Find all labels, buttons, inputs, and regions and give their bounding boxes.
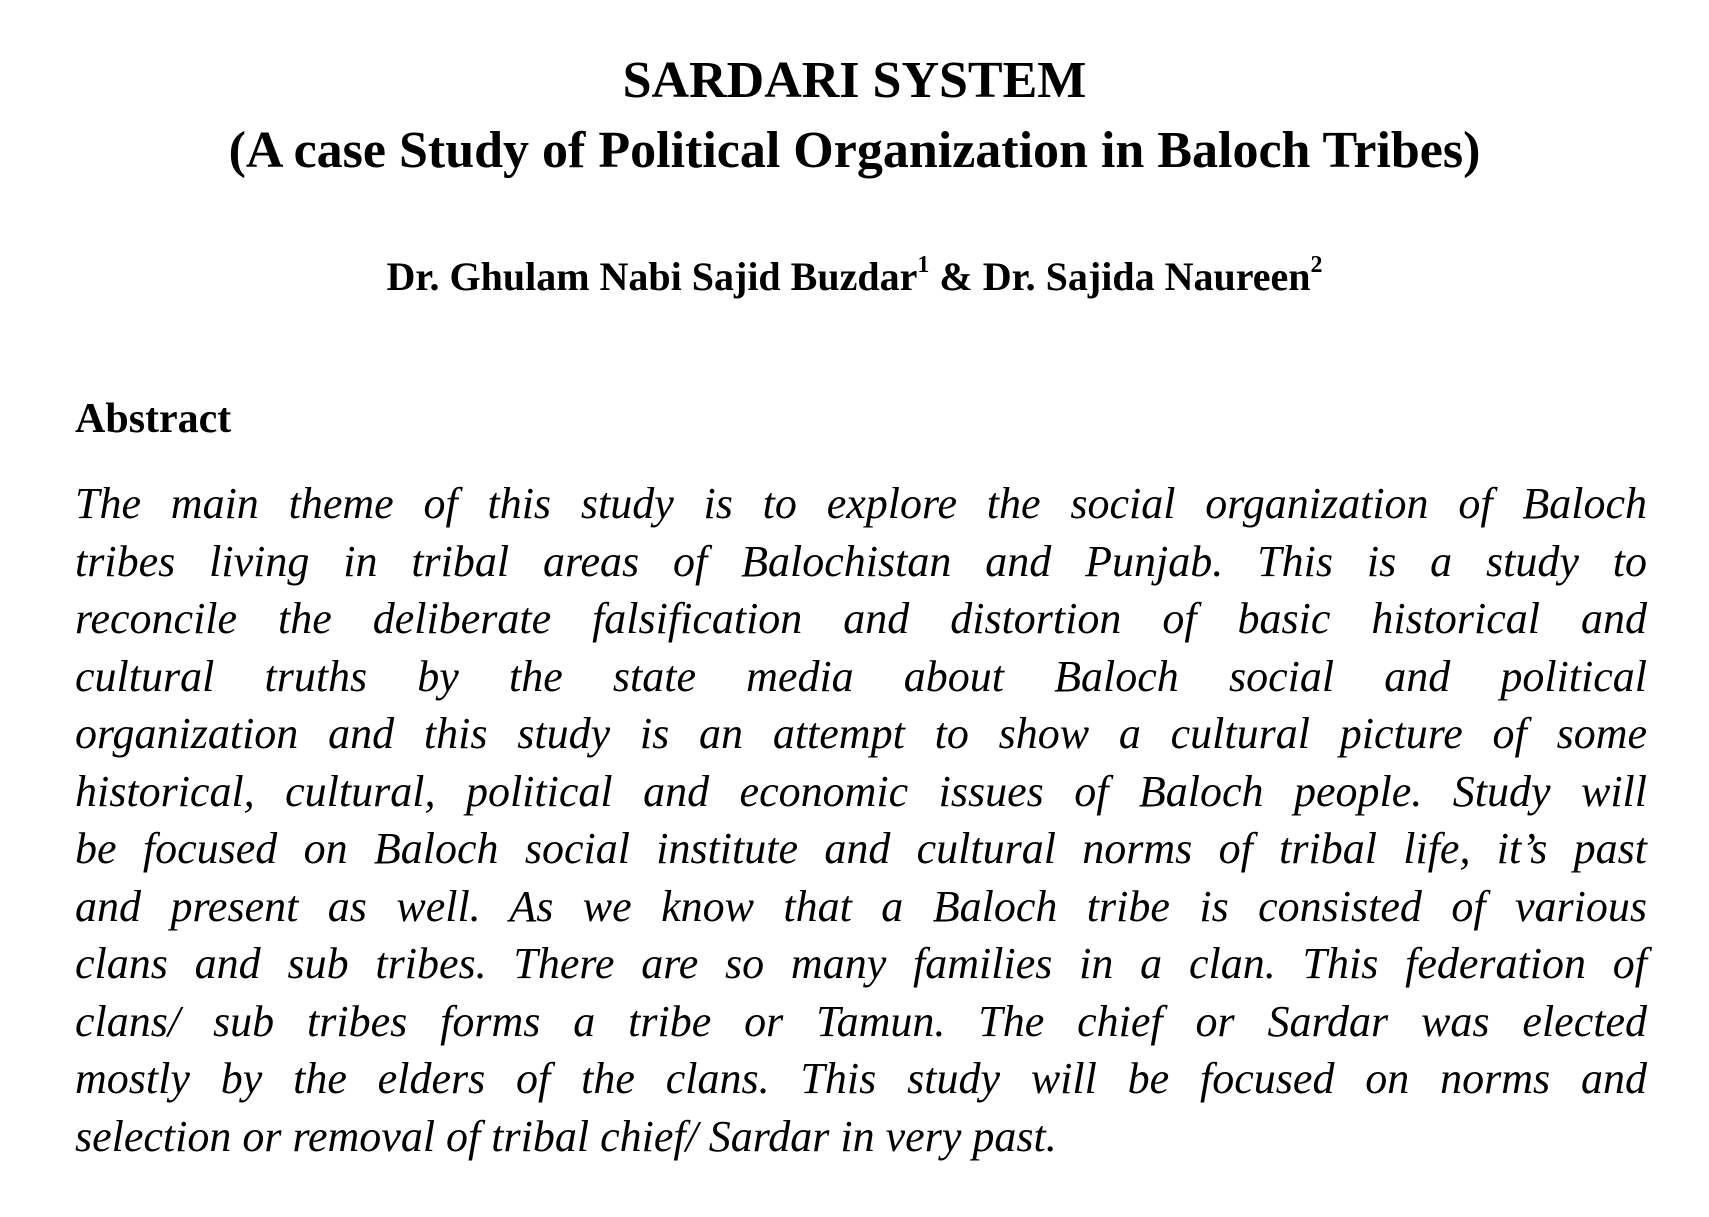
abstract-line: selection or removal of tribal chief/ Sardar in very past. xyxy=(75,1111,1057,1161)
abstract-line: historical, cultural, political and economic issues of Baloch people. Study will xyxy=(75,766,1647,816)
abstract-line: be focused on Baloch social institute and cultural norms of tribal life, it’s past xyxy=(75,824,1647,873)
abstract-line: clans and sub tribes. There are so many families in a clan. This federation of xyxy=(75,939,1647,988)
abstract-body xyxy=(75,475,1647,1165)
abstract-line: reconcile the deliberate falsification and distortion of basic historical and xyxy=(75,594,1647,643)
author-1-affiliation-mark: 1 xyxy=(917,251,930,278)
abstract-line: tribes living in tribal areas of Balochistan and Punjab. This is a study to xyxy=(75,536,1647,586)
author-separator: & xyxy=(929,254,983,299)
abstract-line: The main theme of this study is to explore the social organization of Baloch xyxy=(75,479,1647,528)
abstract-line: and present as well. As we know that a Baloch tribe is consisted of various xyxy=(75,881,1647,931)
abstract-line: organization and this study is an attempt to show a cultural picture of some xyxy=(75,709,1647,758)
author-2-affiliation-mark: 2 xyxy=(1310,251,1323,278)
author-1-name: Dr. Ghulam Nabi Sajid Buzdar xyxy=(386,254,918,299)
author-line xyxy=(0,252,1709,302)
author-2-name: Dr. Sajida Naureen xyxy=(982,254,1311,299)
paper-subtitle: (A case Study of Political Organization in Baloch Tribes) xyxy=(228,122,1481,179)
abstract-line: mostly by the elders of the clans. This study will be focused on norms and xyxy=(75,1054,1647,1103)
paper-title: SARDARI SYSTEM xyxy=(622,52,1087,109)
abstract-line: cultural truths by the state media about Baloch social and political xyxy=(75,651,1647,701)
abstract-line: clans/ sub tribes forms a tribe or Tamun. The chief or Sardar was elected xyxy=(75,996,1647,1046)
abstract-heading: Abstract xyxy=(75,396,232,442)
